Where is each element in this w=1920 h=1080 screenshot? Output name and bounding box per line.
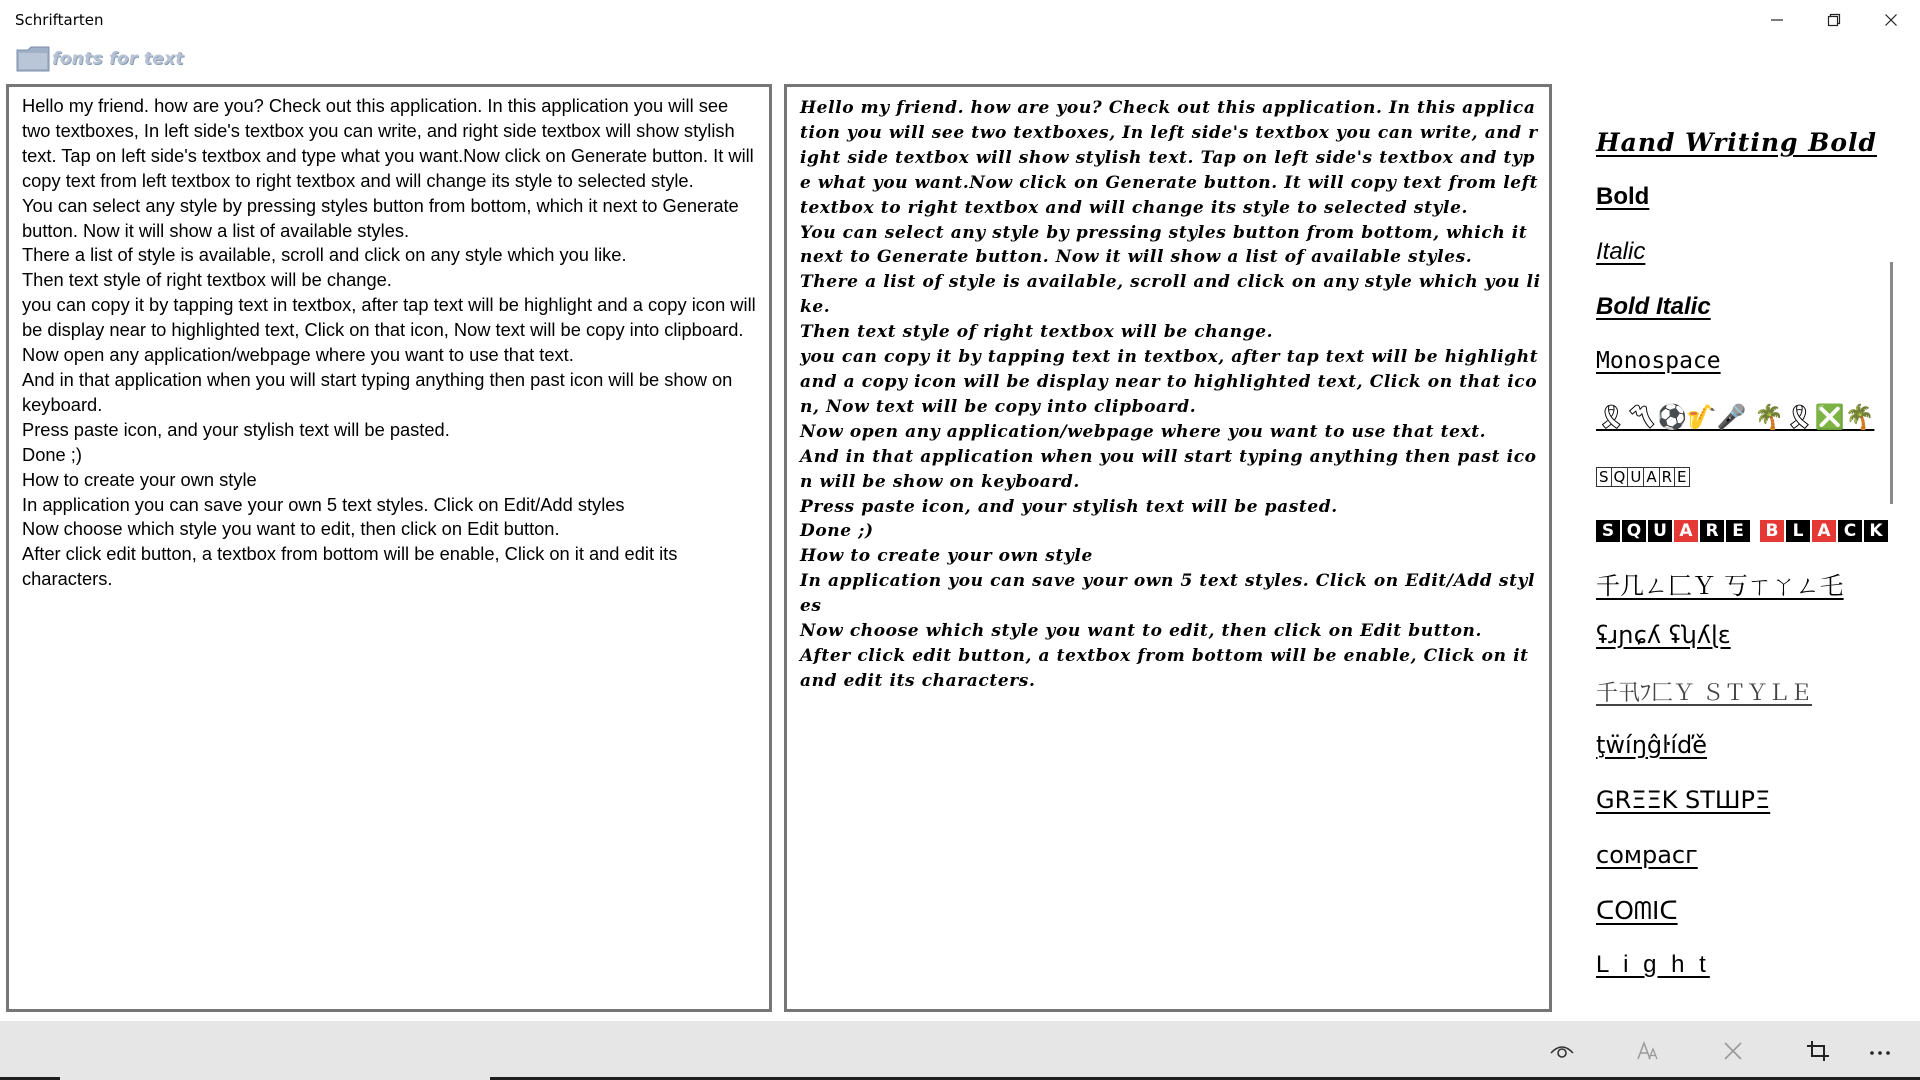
restore-icon <box>1827 13 1841 27</box>
title-bar <box>0 0 1920 40</box>
close-icon <box>1719 1037 1747 1065</box>
app-logo-text: fonts for text <box>52 49 184 69</box>
input-textbox[interactable] <box>6 84 772 1012</box>
square-black-char: E <box>1726 520 1750 542</box>
square-char: S <box>1596 467 1612 487</box>
restore-button[interactable] <box>1805 0 1863 40</box>
window-title: Schriftarten <box>15 11 104 29</box>
square-black-char: U <box>1648 520 1672 542</box>
square-black-char: L <box>1786 520 1810 542</box>
style-compact[interactable]: сомрасг <box>1596 841 1698 869</box>
square-char: R <box>1659 467 1675 487</box>
style-light[interactable]: L i g h t <box>1596 951 1710 978</box>
style-italic[interactable]: Italic <box>1596 238 1646 265</box>
square-char: U <box>1627 467 1644 487</box>
style-monospace[interactable]: Monospace <box>1596 348 1721 374</box>
style-square[interactable] <box>1596 460 1689 488</box>
square-char: A <box>1643 467 1659 487</box>
style-square-black[interactable] <box>1596 514 1890 542</box>
square-black-char: A <box>1674 520 1698 542</box>
command-bar <box>0 1021 1920 1080</box>
more-icon <box>1866 1037 1894 1065</box>
square-char: Q <box>1611 467 1629 487</box>
square-char: E <box>1674 467 1689 487</box>
font-size-icon <box>1634 1037 1662 1065</box>
style-greek-stripe[interactable]: GRΞΞK STШPΞ <box>1596 786 1771 814</box>
preview-button[interactable] <box>1542 1033 1582 1069</box>
square-black-char: K <box>1864 520 1888 542</box>
square-black-char: B <box>1760 520 1784 542</box>
eye-icon <box>1548 1037 1576 1065</box>
close-icon <box>1884 13 1898 27</box>
more-button[interactable] <box>1860 1033 1900 1069</box>
style-hand-writing-bold[interactable]: Hand Writing Bold <box>1596 128 1877 157</box>
clear-button[interactable] <box>1713 1033 1753 1069</box>
style-bold[interactable]: Bold <box>1596 183 1650 210</box>
minimize-button[interactable] <box>1748 0 1806 40</box>
square-black-char: Q <box>1622 520 1646 542</box>
style-twinglide[interactable]: ţẅíŋĝŀíďě <box>1596 731 1708 759</box>
square-black-char: C <box>1838 520 1862 542</box>
app-logo <box>16 44 184 74</box>
styles-scrollbar[interactable] <box>1890 262 1893 504</box>
input-text[interactable]: Hello my friend. how are you? Check out this application. In this application you will see two textboxes, In left side's textbox you can write, and right side textbox will show stylish text. Tap on left side's textbox and type what you want.Now click on Generate button. It will copy text from left textbox to right textbox and will change its style to selected style. You can select any style by pressing styles button from bottom, which it next to Generate button. Now it will show a list of available styles. There a list of style is available, scroll and click on any style which you like. Then text style of right textbox will be change. you can copy it by tapping text in textbox, after tap text will be highlight and a copy icon will be display near to highlighted text, Click on that icon, Now text will be copy into clipboard. Now open any application/webpage where you want to use that text. And in that application when you will start typing anything then past icon will be show on keyboard. Press paste icon, and your stylish text will be pasted. Done ;) How to create your own style In application you can save your own 5 text styles. Click on Edit/Add styles Now choose which style you want to edit, then click on Edit button. After click edit button, a textbox from bottom will be enable, Click on it and edit its characters. <box>22 95 756 590</box>
style-funky[interactable]: ʢɹɲɕʎ ʢʮʎɭɛ <box>1596 621 1731 649</box>
styles-button[interactable] <box>1628 1033 1668 1069</box>
close-window-button[interactable] <box>1862 0 1920 40</box>
crop-icon <box>1804 1037 1832 1065</box>
output-textbox[interactable] <box>784 84 1552 1012</box>
style-bold-italic[interactable]: Bold Italic <box>1596 293 1711 320</box>
folder-icon <box>16 46 50 72</box>
square-black-char: S <box>1596 520 1620 542</box>
style-comic[interactable]: ᑕOᗰIᑕ <box>1596 896 1678 925</box>
minimize-icon <box>1770 13 1784 27</box>
square-black-char: A <box>1812 520 1836 542</box>
style-emoji[interactable]: 🎗〽⚽🎷🎤 🌴🎗❎🌴 <box>1596 403 1875 431</box>
square-black-char: R <box>1700 520 1724 542</box>
style-fancy-2[interactable]: 千卂ﾌ匚Ｙ ＳＴＹＬＥ <box>1596 681 1812 706</box>
style-fancy[interactable]: 千几ㄥ匚Ｙ 丂ㄒㄚㄥ乇 <box>1596 572 1844 600</box>
generate-button[interactable] <box>1798 1033 1838 1069</box>
output-text[interactable]: Hello my friend. how are you? Check out this application. In this application you will see two textboxes, In left side's textbox you can write, and right side textbox will show stylish text. Tap on left side's textbox and type what you want.Now click on Generate button. It will copy text from left textbox to right textbox and will change its style to selected style. You can select any style by pressing styles button from bottom, which it next to Generate button. Now it will show a list of available styles. There a list of style is available, scroll and click on any style which you like. Then text style of right textbox will be change. you can copy it by tapping text in textbox, after tap text will be highlight and a copy icon will be display near to highlighted text, Click on that icon, Now text will be copy into clipboard. Now open any application/webpage where you want to use that text. And in that application when you will start typing anything then past icon will be show on keyboard. Press paste icon, and your stylish text will be pasted. Done ;) How to create your own style In application you can save your own 5 text styles. Click on Edit/Add styles Now choose which style you want to edit, then click on Edit button. After click edit button, a textbox from bottom will be enable, Click on it and edit its characters. <box>800 98 1541 691</box>
